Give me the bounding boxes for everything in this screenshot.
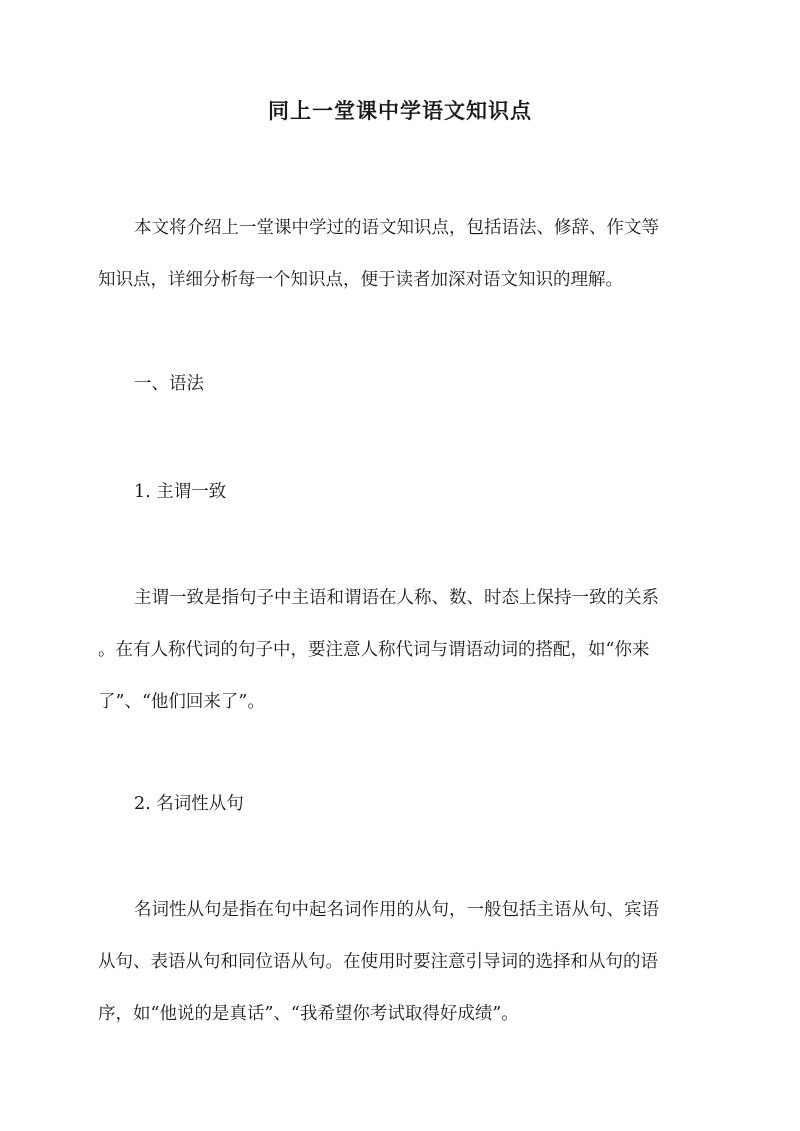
item-2-line-1: 名词性从句是指在句中起名词作用的从句，一般包括主语从句、宾语 [134,900,659,920]
page-title: 同上一堂课中学语文知识点 [268,98,532,123]
item-1-line-1: 主谓一致是指句子中主语和谓语在人称、数、时态上保持一致的关系 [134,588,659,608]
item-heading-noun-clause [98,778,702,830]
section-1-heading: 一、语法 [134,374,204,394]
item-1-line-2: 。在有人称代词的句子中，要注意人称代词与谓语动词的搭配，如“你来 [98,640,650,660]
item-2-paragraph [98,884,702,1040]
item-2-heading: 2. 名词性从句 [134,794,244,814]
intro-line-1: 本文将介绍上一堂课中学过的语文知识点，包括语法、修辞、作文等 [134,218,659,238]
item-1-line-3: 了”、“他们回来了”。 [98,692,265,712]
item-1-paragraph [98,572,702,728]
item-1-heading: 1. 主谓一致 [134,482,227,502]
item-2-line-2: 从句、表语从句和同位语从句。在使用时要注意引导词的选择和从句的语 [98,952,658,972]
section-heading-grammar [98,358,702,410]
intro-line-2: 知识点，详细分析每一个知识点，便于读者加深对语文知识的理解。 [98,270,623,290]
item-heading-subject-verb-agreement [98,466,702,518]
item-2-line-3: 序，如“他说的是真话”、“我希望你考试取得好成绩”。 [98,1004,519,1024]
intro-paragraph [98,202,702,306]
